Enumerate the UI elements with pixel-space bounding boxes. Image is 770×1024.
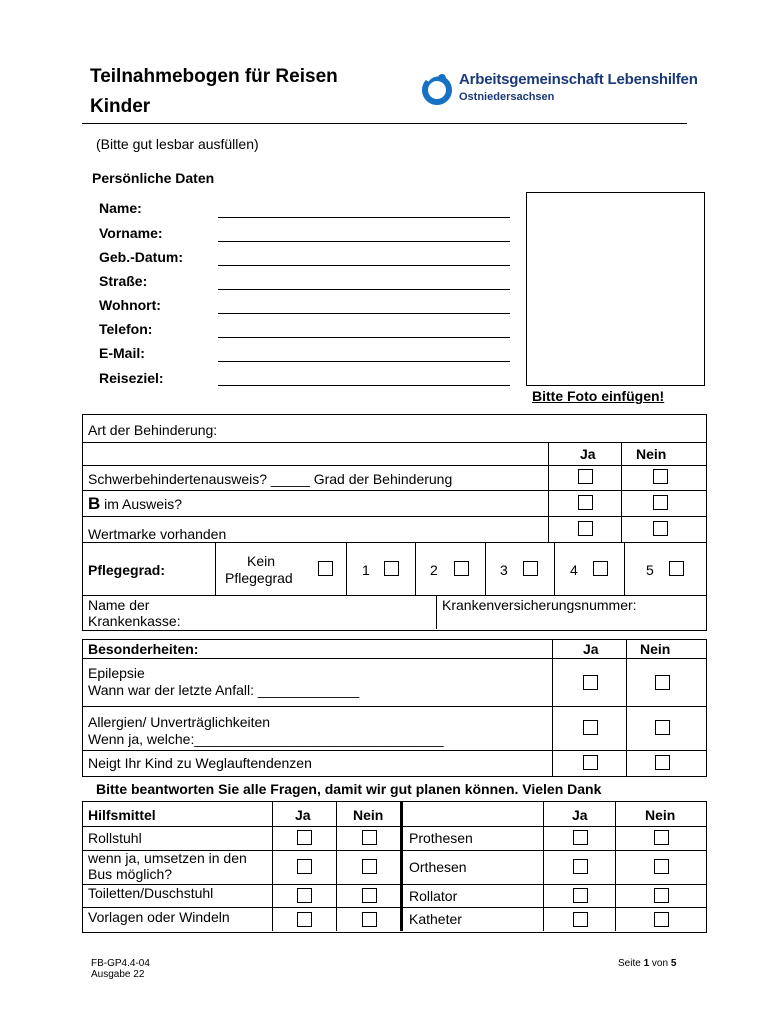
pflegegrad-label: Pflegegrad: bbox=[88, 562, 166, 578]
table-line bbox=[554, 542, 555, 595]
umsetzen-ja-checkbox[interactable] bbox=[297, 859, 312, 874]
pflegegrad-1-checkbox[interactable] bbox=[384, 561, 399, 576]
toilettenstuhl-ja-checkbox[interactable] bbox=[297, 888, 312, 903]
table-line bbox=[336, 801, 337, 931]
table-line bbox=[82, 826, 706, 827]
table-line bbox=[543, 801, 544, 931]
name-field[interactable] bbox=[218, 217, 510, 218]
table-line bbox=[485, 542, 486, 595]
table-line bbox=[82, 750, 706, 751]
kein-pflegegrad-checkbox[interactable] bbox=[318, 561, 333, 576]
b-ausweis-label bbox=[88, 495, 182, 513]
logo-text: Arbeitsgemeinschaft Lebenshilfen bbox=[459, 71, 698, 88]
allergien-ja-checkbox[interactable] bbox=[583, 720, 598, 735]
special-nein-header: Nein bbox=[640, 641, 671, 657]
katheter-nein-checkbox[interactable] bbox=[654, 912, 669, 927]
rollstuhl-nein-checkbox[interactable] bbox=[362, 830, 377, 845]
vorname-label: Vorname: bbox=[99, 225, 163, 241]
pflegegrad-2-checkbox[interactable] bbox=[454, 561, 469, 576]
photo-box[interactable] bbox=[526, 192, 705, 386]
orthesen-ja-checkbox[interactable] bbox=[573, 859, 588, 874]
table-line bbox=[415, 542, 416, 595]
toilettenstuhl-label: Toiletten/Duschstuhl bbox=[88, 885, 214, 901]
prothesen-ja-checkbox[interactable] bbox=[573, 830, 588, 845]
kein-pflegegrad-label-1: Kein bbox=[247, 553, 276, 569]
table-line bbox=[82, 516, 706, 517]
form-code: FB-GP4.4-04 bbox=[91, 958, 150, 969]
reiseziel-field[interactable] bbox=[218, 385, 510, 386]
vorname-field[interactable] bbox=[218, 241, 510, 242]
pflegegrad-3-label: 3 bbox=[500, 562, 508, 578]
table-line bbox=[82, 442, 706, 443]
page-total: 5 bbox=[670, 958, 677, 969]
table-line bbox=[82, 907, 706, 908]
disability-heading: Art der Behinderung: bbox=[88, 422, 218, 438]
table-line bbox=[626, 639, 627, 776]
versicherungsnummer-label: Krankenversicherungsnummer: bbox=[442, 597, 637, 613]
table-line bbox=[400, 801, 403, 931]
strasse-field[interactable] bbox=[218, 289, 510, 290]
kein-pflegegrad-label-2: Pflegegrad bbox=[225, 570, 293, 586]
umsetzen-label-2: Bus möglich? bbox=[88, 866, 173, 882]
schwerbehindert-nein-checkbox[interactable] bbox=[653, 469, 668, 484]
ja-header: Ja bbox=[580, 446, 596, 462]
windeln-nein-checkbox[interactable] bbox=[362, 912, 377, 927]
nein-header: Nein bbox=[636, 446, 667, 462]
photo-note: Bitte Foto einfügen! bbox=[532, 388, 665, 404]
wohnort-label: Wohnort: bbox=[99, 297, 161, 313]
pflegegrad-5-checkbox[interactable] bbox=[669, 561, 684, 576]
table-line bbox=[621, 442, 622, 542]
page-prefix: Seite bbox=[618, 958, 644, 969]
table-line bbox=[615, 801, 616, 931]
aids-nein-header-left: Nein bbox=[353, 807, 384, 823]
special-ja-header: Ja bbox=[583, 641, 599, 657]
table-line bbox=[82, 595, 706, 596]
notice-text: Bitte beantworten Sie alle Fragen, damit wir gut planen können. Vielen Dank bbox=[96, 781, 602, 797]
krankenkasse-label-1: Name der bbox=[88, 597, 150, 613]
aids-ja-header-left: Ja bbox=[295, 807, 311, 823]
wohnort-field[interactable] bbox=[218, 313, 510, 314]
table-line bbox=[82, 465, 706, 466]
weglauf-label: Neigt Ihr Kind zu Weglauftendenzen bbox=[88, 755, 312, 771]
telefon-field[interactable] bbox=[218, 337, 510, 338]
allergien-nein-checkbox[interactable] bbox=[655, 720, 670, 735]
rollator-label: Rollator bbox=[409, 888, 458, 904]
rollstuhl-label: Rollstuhl bbox=[88, 830, 142, 846]
allergien-label: Allergien/ Unverträglichkeiten bbox=[88, 714, 271, 730]
krankenkasse-label-2: Krankenkasse: bbox=[88, 613, 181, 629]
allergien-welche-label: Wenn ja, welche:________________________________ bbox=[88, 731, 444, 747]
katheter-label: Katheter bbox=[409, 911, 462, 927]
table-line bbox=[272, 801, 273, 931]
windeln-ja-checkbox[interactable] bbox=[297, 912, 312, 927]
table-line bbox=[436, 595, 437, 629]
table-line bbox=[215, 542, 216, 595]
reiseziel-label: Reiseziel: bbox=[99, 370, 164, 386]
lebenshilfe-logo-icon bbox=[420, 72, 454, 106]
b-ausweis-text: im Ausweis? bbox=[100, 496, 182, 512]
prothesen-nein-checkbox[interactable] bbox=[654, 830, 669, 845]
name-label: Name: bbox=[99, 200, 142, 216]
logo-subtext: Ostniedersachsen bbox=[459, 91, 555, 103]
katheter-ja-checkbox[interactable] bbox=[573, 912, 588, 927]
epilepsie-ja-checkbox[interactable] bbox=[583, 675, 598, 690]
aids-heading: Hilfsmittel bbox=[88, 807, 156, 823]
b-ausweis-ja-checkbox[interactable] bbox=[578, 495, 593, 510]
table-line bbox=[548, 442, 549, 542]
table-line bbox=[82, 490, 706, 491]
schwerbehindert-ja-checkbox[interactable] bbox=[578, 469, 593, 484]
b-mark: B bbox=[88, 494, 101, 513]
page-mid: von bbox=[649, 958, 671, 969]
windeln-label: Vorlagen oder Windeln bbox=[88, 909, 230, 925]
form-title: Teilnahmebogen für Reisen bbox=[90, 66, 338, 87]
aids-ja-header-right: Ja bbox=[572, 807, 588, 823]
epilepsie-label: Epilepsie bbox=[88, 665, 145, 681]
email-field[interactable] bbox=[218, 361, 510, 362]
table-line bbox=[346, 542, 347, 595]
prothesen-label: Prothesen bbox=[409, 830, 473, 846]
orthesen-nein-checkbox[interactable] bbox=[654, 859, 669, 874]
pflegegrad-4-checkbox[interactable] bbox=[593, 561, 608, 576]
wertmarke-label: Wertmarke vorhanden bbox=[88, 526, 227, 542]
rollator-ja-checkbox[interactable] bbox=[573, 888, 588, 903]
email-label: E-Mail: bbox=[99, 345, 145, 361]
wertmarke-nein-checkbox[interactable] bbox=[653, 521, 668, 536]
anfall-label: Wann war der letzte Anfall: _____________ bbox=[88, 682, 360, 698]
geburtsdatum-field[interactable] bbox=[218, 265, 510, 266]
wertmarke-ja-checkbox[interactable] bbox=[578, 521, 593, 536]
pflegegrad-1-label: 1 bbox=[362, 562, 370, 578]
rollstuhl-ja-checkbox[interactable] bbox=[297, 830, 312, 845]
fill-note: (Bitte gut lesbar ausfüllen) bbox=[96, 136, 259, 152]
umsetzen-nein-checkbox[interactable] bbox=[362, 859, 377, 874]
pflegegrad-5-label: 5 bbox=[646, 562, 654, 578]
pflegegrad-2-label: 2 bbox=[430, 562, 438, 578]
form-edition: Ausgabe 22 bbox=[91, 969, 145, 980]
weglauf-ja-checkbox[interactable] bbox=[583, 755, 598, 770]
schwerbehindertenausweis-label: Schwerbehindertenausweis? _____ Grad der Behinderung bbox=[88, 471, 453, 487]
strasse-label: Straße: bbox=[99, 273, 148, 289]
epilepsie-nein-checkbox[interactable] bbox=[655, 675, 670, 690]
pflegegrad-4-label: 4 bbox=[570, 562, 578, 578]
orthesen-label: Orthesen bbox=[409, 859, 467, 875]
personal-heading: Persönliche Daten bbox=[92, 170, 215, 186]
geburtsdatum-label: Geb.-Datum: bbox=[99, 249, 183, 265]
weglauf-nein-checkbox[interactable] bbox=[655, 755, 670, 770]
aids-nein-header-right: Nein bbox=[645, 807, 676, 823]
form-subtitle: Kinder bbox=[90, 96, 151, 117]
header-divider bbox=[82, 123, 687, 124]
page-number bbox=[618, 958, 676, 969]
rollator-nein-checkbox[interactable] bbox=[654, 888, 669, 903]
table-line bbox=[82, 658, 706, 659]
special-heading: Besonderheiten: bbox=[88, 641, 199, 657]
toilettenstuhl-nein-checkbox[interactable] bbox=[362, 888, 377, 903]
table-line bbox=[624, 542, 625, 595]
b-ausweis-nein-checkbox[interactable] bbox=[653, 495, 668, 510]
page-current: 1 bbox=[643, 958, 650, 969]
table-line bbox=[552, 639, 553, 776]
umsetzen-label-1: wenn ja, umsetzen in den bbox=[88, 850, 247, 866]
table-line bbox=[82, 706, 706, 707]
telefon-label: Telefon: bbox=[99, 321, 153, 337]
pflegegrad-3-checkbox[interactable] bbox=[523, 561, 538, 576]
